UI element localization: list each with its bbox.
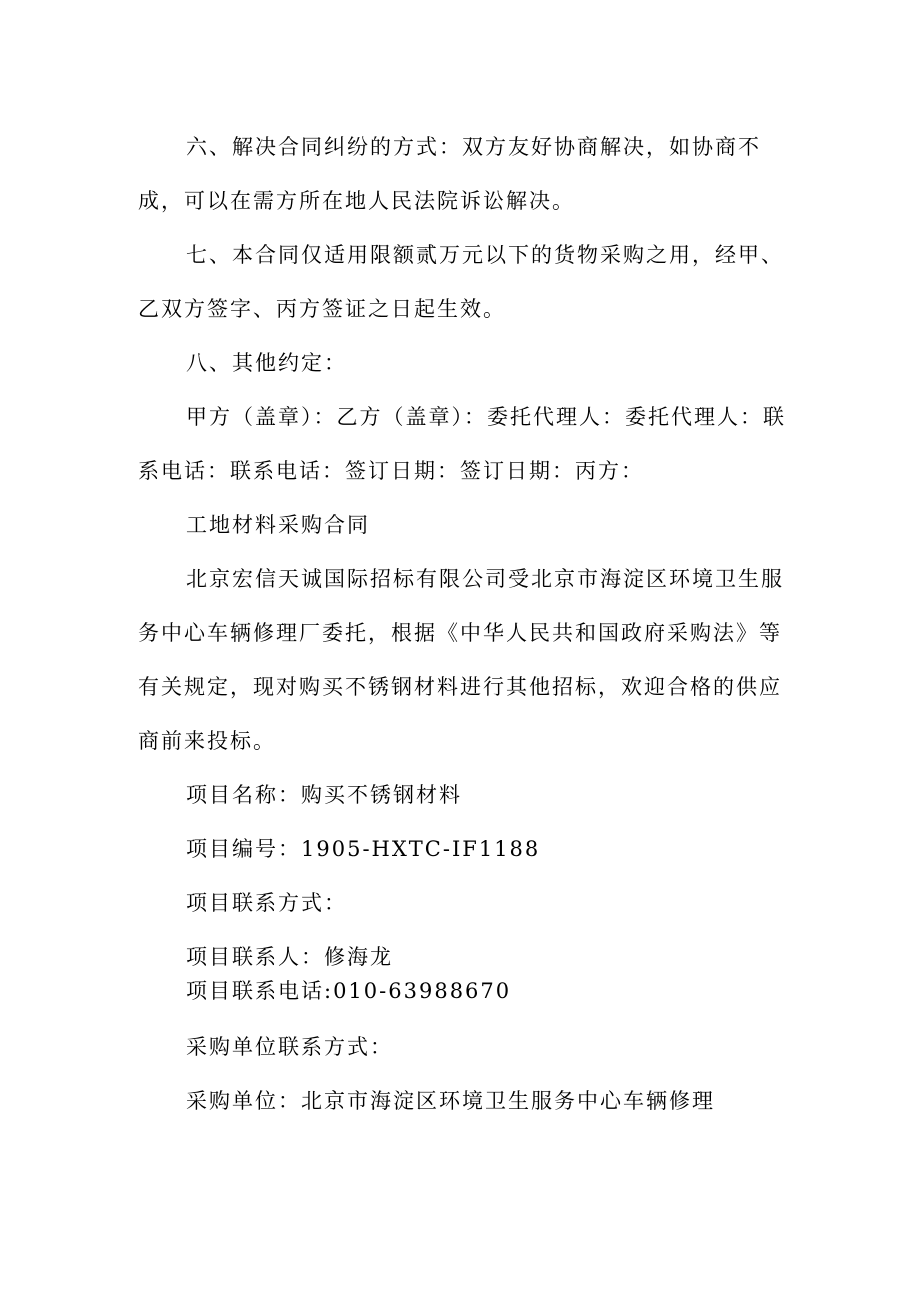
paragraph-contract-scope: 七、本合同仅适用限额贰万元以下的货物采购之用，经甲、乙双方签字、丙方签证之日起生效。: [138, 243, 784, 321]
paragraph-tender-intro: 北京宏信天诚国际招标有限公司受北京市海淀区环境卫生服务中心车辆修理厂委托，根据《中华人民共和国政府采购法》等有关规定，现对购买不锈钢材料进行其他招标，欢迎合格的供应商前来投标。: [138, 567, 784, 753]
project-contact-phone: 项目联系电话:010-63988670: [186, 979, 512, 1003]
purchaser-contact-heading: 采购单位联系方式：: [186, 1035, 393, 1059]
paragraph-signature-fields: 甲方（盖章）：乙方（盖章）：委托代理人：委托代理人：联系电话：联系电话：签订日期：签订日期：丙方：: [138, 405, 786, 483]
project-name: 项目名称：购买不锈钢材料: [186, 783, 462, 807]
paragraph-dispute-resolution: 六、解决合同纠纷的方式：双方友好协商解决，如协商不成，可以在需方所在地人民法院诉讼解决。: [138, 135, 761, 213]
document-body: [138, 120, 798, 1128]
project-contact-block: [138, 940, 798, 1008]
paragraph-other-agreements: 八、其他约定：: [186, 351, 347, 375]
project-contact-person: 项目联系人：修海龙: [186, 945, 393, 969]
project-contact-heading: 项目联系方式：: [186, 891, 347, 915]
purchaser-name: 采购单位：北京市海淀区环境卫生服务中心车辆修理: [186, 1089, 715, 1113]
project-number: 项目编号：1905-HXTC-IF1188: [186, 837, 541, 861]
section-title: 工地材料采购合同: [186, 513, 370, 537]
